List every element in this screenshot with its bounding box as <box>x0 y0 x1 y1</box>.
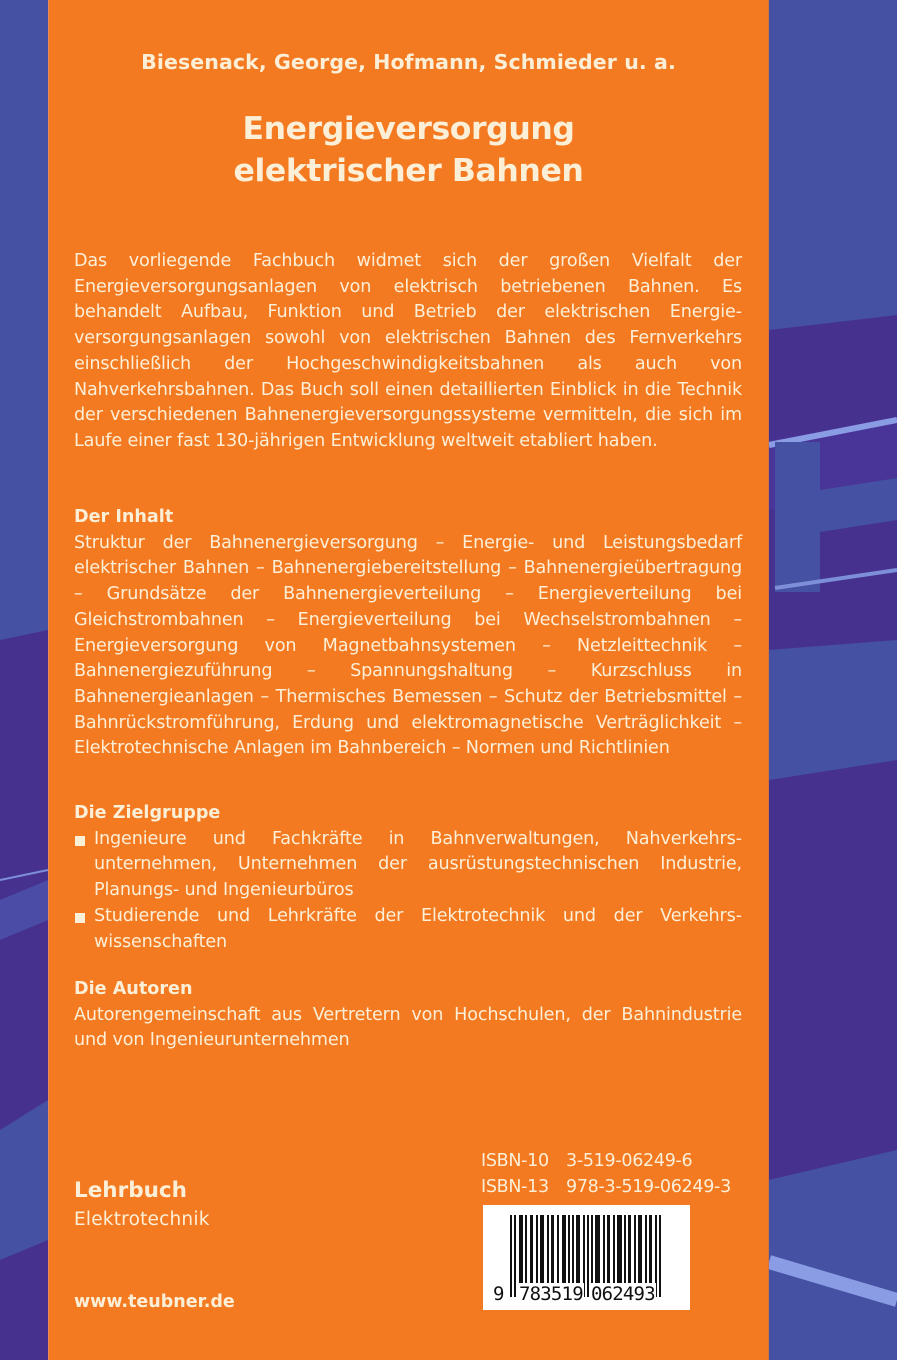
section-contents <box>74 505 742 762</box>
section-heading: Der Inhalt <box>74 507 174 527</box>
section-text: Autorengemeinschaft aus Vertretern von Hochschulen, der Bahnindustrie und von Ingenieurunternehmen <box>74 1004 742 1051</box>
section-target-group <box>74 801 742 955</box>
series-title: Lehrbuch <box>74 1178 187 1203</box>
title-line-2: elektrischer Bahnen <box>233 153 584 189</box>
barcode <box>483 1205 690 1310</box>
isbn-block <box>481 1148 731 1200</box>
section-heading: Die Zielgruppe <box>74 803 221 823</box>
square-bullet-icon <box>75 913 85 923</box>
series-subject: Elektrotechnik <box>74 1209 210 1230</box>
intro-paragraph: Das vorliegende Fachbuch widmet sich der großen Vielfalt der Energieversorgungsanlagen von elektrisch betriebenen Bahnen. Es behandelt Aufbau, Funktion und Betrieb der elektrischen Energieversorgungsanlagen sowohl von elektrischen Bahnen des Fernverkehrs einschließlich der Hochgeschwindigkeitsbahnen als auch von Nahverkehrsbahnen. Das Buch soll einen detaillierten Einblick in die Technik der verschiedenen Bahnenergieversorgungssysteme vermitteln, die sich im Laufe einer fast 130-jährigen Entwicklung weltweit etabliert haben. <box>74 251 742 451</box>
isbn-13-label: ISBN-13 <box>481 1177 549 1197</box>
book-title <box>48 108 769 192</box>
isbn-10-label: ISBN-10 <box>481 1151 549 1171</box>
list-item-text: Ingenieure und Fachkräfte in Bahnverwaltungen, Nahverkehrsunternehmen, Unternehmen der ausrüstungstechnischen Industrie, Planungs- und Ingenieurbüros <box>94 828 742 901</box>
series-label <box>74 1176 210 1234</box>
barcode-icon <box>483 1205 690 1310</box>
isbn-13 <box>481 1174 731 1200</box>
list-item <box>74 904 742 955</box>
list-item <box>74 827 742 904</box>
target-group-list <box>74 827 742 956</box>
isbn-13-value: 978-3-519-06249-3 <box>566 1177 731 1197</box>
square-bullet-icon <box>75 836 85 846</box>
isbn-10 <box>481 1148 731 1174</box>
authors: Biesenack, George, Hofmann, Schmieder u. a. <box>141 50 676 74</box>
section-authors <box>74 977 742 1054</box>
section-text: Struktur der Bahnenergieversorgung – Energie- und Leistungsbedarf elektrischer Bahnen – Bahnenergiebereitstellung – Bahnenergieübertragung – Grundsätze der Bahnenergieverteilung – Energieverteilung bei Gleichstrombahnen – Energieverteilung bei Wechselstrombahnen – Energieversorgung von Magnetbahnsystemen – Netzleittechnik – Bahnenergiezuführung – Spannungshaltung – Kurzschluss in Bahnenergieanlagen – Thermisches Bemessen – Schutz der Betriebsmittel – Bahnrückstromführung, Erdung und elektromagnetische Verträglichkeit – Elektrotechnische Anlagen im Bahnbereich – Normen und Richtlinien <box>74 532 742 759</box>
barcode-lead-digit: 9 <box>493 1283 505 1305</box>
publisher-website[interactable]: www.teubner.de <box>74 1292 235 1312</box>
barcode-digits-right: 062493 <box>591 1283 655 1305</box>
barcode-digits-left: 783519 <box>519 1283 583 1305</box>
title-line-1: Energieversorgung <box>242 111 575 147</box>
section-heading: Die Autoren <box>74 979 193 999</box>
isbn-10-value: 3-519-06249-6 <box>566 1151 693 1171</box>
list-item-text: Studierende und Lehrkräfte der Elektrotechnik und der Verkehrswissenschaften <box>94 905 742 952</box>
